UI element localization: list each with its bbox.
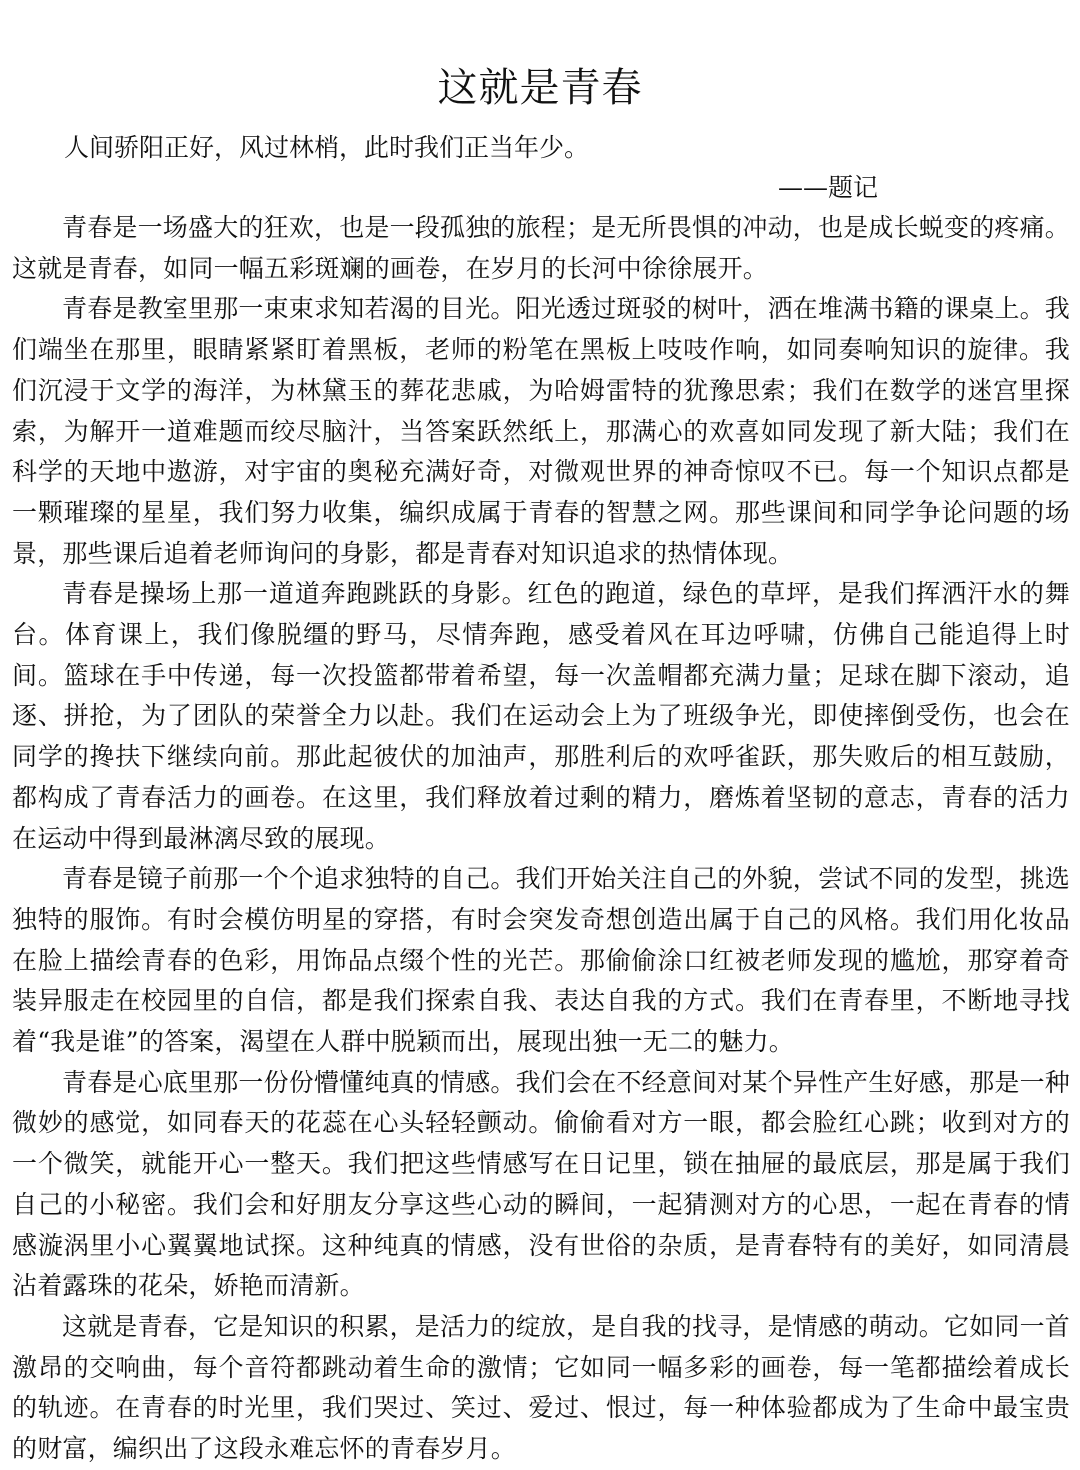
article-body — [12, 208, 1070, 1470]
paragraph-4: 青春是镜子前那一个个追求独特的自己。我们开始关注自己的外貌，尝试不同的发型，挑选独特的服饰。有时会模仿明星的穿搭，有时会突发奇想创造出属于自己的风格。我们用化妆品在脸上描绘青春的色彩，用饰品点缀个性的光芒。那偷偷涂口红被老师发现的尴尬，那穿着奇装异服走在校园里的自信，都是我们探索自我、表达自我的方式。我们在青春里，不断地寻找着“我是谁”的答案，渴望在人群中脱颖而出，展现出独一无二的魅力。 — [12, 864, 1071, 1057]
paragraph-6: 这就是青春，它是知识的积累，是活力的绽放，是自我的找寻，是情感的萌动。它如同一首激昂的交响曲，每个音符都跳动着生命的激情；它如同一幅多彩的画卷，每一笔都描绘着成长的轨迹。在青春的时光里，我们哭过、笑过、爱过、恨过，每一种体验都成为了生命中最宝贵的财富，编织出了这段永难忘怀的青春岁月。 — [12, 1311, 1071, 1464]
paragraph-3: 青春是操场上那一道道奔跑跳跃的身影。红色的跑道，绿色的草坪，是我们挥洒汗水的舞台。体育课上，我们像脱缰的野马，尽情奔跑，感受着风在耳边呼啸，仿佛自己能追得上时间。篮球在手中传递，每一次投篮都带着希望，每一次盖帽都充满力量；足球在脚下滚动，追逐、拼抢，为了团队的荣誉全力以赴。我们在运动会上为了班级争光，即使摔倒受伤，也会在同学的搀扶下继续向前。那此起彼伏的加油声，那胜利后的欢呼雀跃，那失败后的相互鼓励，都构成了青春活力的画卷。在这里，我们释放着过剩的精力，磨炼着坚韧的意志，青春的活力在运动中得到最淋漓尽致的展现。 — [12, 579, 1070, 853]
paragraph-2: 青春是教室里那一束束求知若渴的目光。阳光透过斑驳的树叶，洒在堆满书籍的课桌上。我们端坐在那里，眼睛紧紧盯着黑板，老师的粉笔在黑板上吱吱作响，如同奏响知识的旋律。我们沉浸于文学的海洋，为林黛玉的葬花悲戚，为哈姆雷特的犹豫思索；我们在数学的迷宫里探索，为解开一道难题而绞尽脑汁，当答案跃然纸上，那满心的欢喜如同发现了新大陆；我们在科学的天地中遨游，对宇宙的奥秘充满好奇，对微观世界的神奇惊叹不已。每一个知识点都是一颗璀璨的星星，我们努力收集，编织成属于青春的智慧之网。那些课间和同学争论问题的场景，那些课后追着老师询问的身影，都是青春对知识追求的热情体现。 — [12, 294, 1071, 568]
paragraph-1: 青春是一场盛大的狂欢，也是一段孤独的旅程；是无所畏惧的冲动，也是成长蜕变的疼痛。这就是青春，如同一幅五彩斑斓的画卷，在岁月的长河中徐徐展开。 — [12, 213, 1071, 283]
epigraph: 人间骄阳正好，风过林梢，此时我们正当年少。 — [64, 133, 590, 162]
epigraph-source: ——题记 — [778, 173, 879, 202]
paragraph-5: 青春是心底里那一份份懵懂纯真的情感。我们会在不经意间对某个异性产生好感，那是一种微妙的感觉，如同春天的花蕊在心头轻轻颤动。偷偷看对方一眼，都会脸红心跳；收到对方的一个微笑，就能开心一整天。我们把这些情感写在日记里，锁在抽屉的最底层，那是属于我们自己的小秘密。我们会和好朋友分享这些心动的瞬间，一起猜测对方的心思，一起在青春的情感漩涡里小心翼翼地试探。这种纯真的情感，没有世俗的杂质，是青春特有的美好，如同清晨沾着露珠的花朵，娇艳而清新。 — [12, 1067, 1071, 1301]
page-title: 这就是青春 — [437, 65, 643, 111]
